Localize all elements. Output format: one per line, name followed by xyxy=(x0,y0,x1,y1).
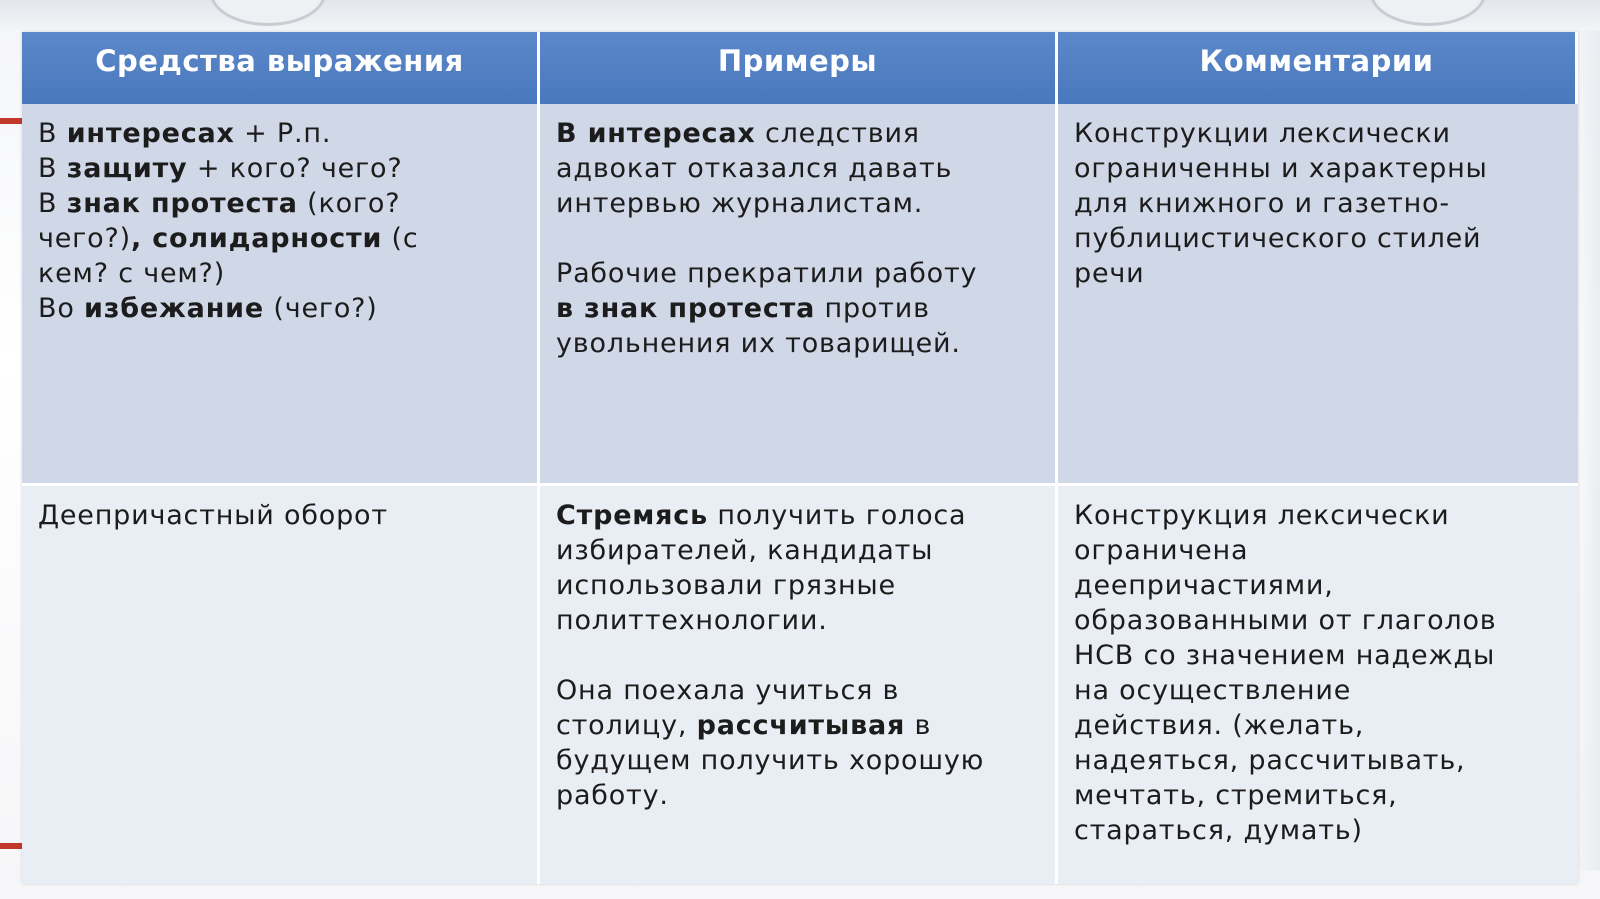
bold-term: Стремясь xyxy=(556,500,708,531)
example-line: увольнения их товарищей. xyxy=(556,328,961,359)
header-means: Средства выражения xyxy=(22,32,540,104)
bold-term: рассчитывая xyxy=(696,710,906,741)
example-line: В интересах следствия xyxy=(556,118,920,149)
example-line: будущем получить хорошую xyxy=(556,745,985,776)
bold-term: В интересах xyxy=(556,118,756,149)
example-spacer xyxy=(556,221,1039,256)
example-line: в знак протеста против xyxy=(556,293,930,324)
example-spacer xyxy=(556,638,1039,673)
text-line: стараться, думать) xyxy=(1074,815,1363,846)
text-line: Конструкция лексически xyxy=(1074,500,1450,531)
text-line: мечтать, стремиться, xyxy=(1074,780,1398,811)
text-line: для книжного и газетно- xyxy=(1074,188,1450,219)
text-line: кем? с чем?) xyxy=(38,258,226,289)
bold-term: знак протеста xyxy=(66,188,298,219)
text-line: на осуществление xyxy=(1074,675,1352,706)
text-line: действия. (желать, xyxy=(1074,710,1365,741)
side-accent-mark xyxy=(0,843,22,849)
text-line: речи xyxy=(1074,258,1145,289)
text-line: Конструкции лексически xyxy=(1074,118,1451,149)
text-line: ограничена xyxy=(1074,535,1249,566)
text-line: В знак протеста (кого? xyxy=(38,188,401,219)
side-accent-mark xyxy=(0,118,22,124)
example-line: использовали грязные xyxy=(556,570,896,601)
example-line: столицу, рассчитывая в xyxy=(556,710,932,741)
bold-term: интересах xyxy=(66,118,235,149)
example-line: Рабочие прекратили работу xyxy=(556,258,978,289)
row1-examples-cell xyxy=(540,104,1058,486)
example-line: адвокат отказался давать xyxy=(556,153,953,184)
row2-examples-cell xyxy=(540,486,1058,884)
text-line: Деепричастный оборот xyxy=(38,500,388,531)
text-line: чего?), солидарности (с xyxy=(38,223,419,254)
row1-means-cell xyxy=(22,104,540,486)
text-line: НСВ со значением надежды xyxy=(1074,640,1496,671)
row2-comments-cell xyxy=(1058,486,1578,884)
bold-term: защиту xyxy=(66,153,188,184)
text-line: публицистического стилей xyxy=(1074,223,1482,254)
comparison-table xyxy=(22,32,1578,884)
row1-comments-cell xyxy=(1058,104,1578,486)
header-examples: Примеры xyxy=(540,32,1058,104)
example-line: интервью журналистам. xyxy=(556,188,924,219)
example-line: Стремясь получить голоса xyxy=(556,500,967,531)
bold-term: в знак протеста xyxy=(556,293,816,324)
text-line: В интересах + Р.п. xyxy=(38,118,332,149)
text-line: В защиту + кого? чего? xyxy=(38,153,403,184)
text-line: образованными от глаголов xyxy=(1074,605,1497,636)
bold-term: избежание xyxy=(84,293,264,324)
example-line: политтехнологии. xyxy=(556,605,828,636)
example-line: Она поехала учиться в xyxy=(556,675,900,706)
bold-term: , солидарности xyxy=(130,223,383,254)
example-line: работу. xyxy=(556,780,669,811)
text-line: ограниченны и характерны xyxy=(1074,153,1488,184)
text-line: надеяться, рассчитывать, xyxy=(1074,745,1466,776)
header-comments: Комментарии xyxy=(1058,32,1578,104)
text-line: деепричастиями, xyxy=(1074,570,1334,601)
example-line: избирателей, кандидаты xyxy=(556,535,934,566)
text-line: Во избежание (чего?) xyxy=(38,293,378,324)
row2-means-cell xyxy=(22,486,540,884)
